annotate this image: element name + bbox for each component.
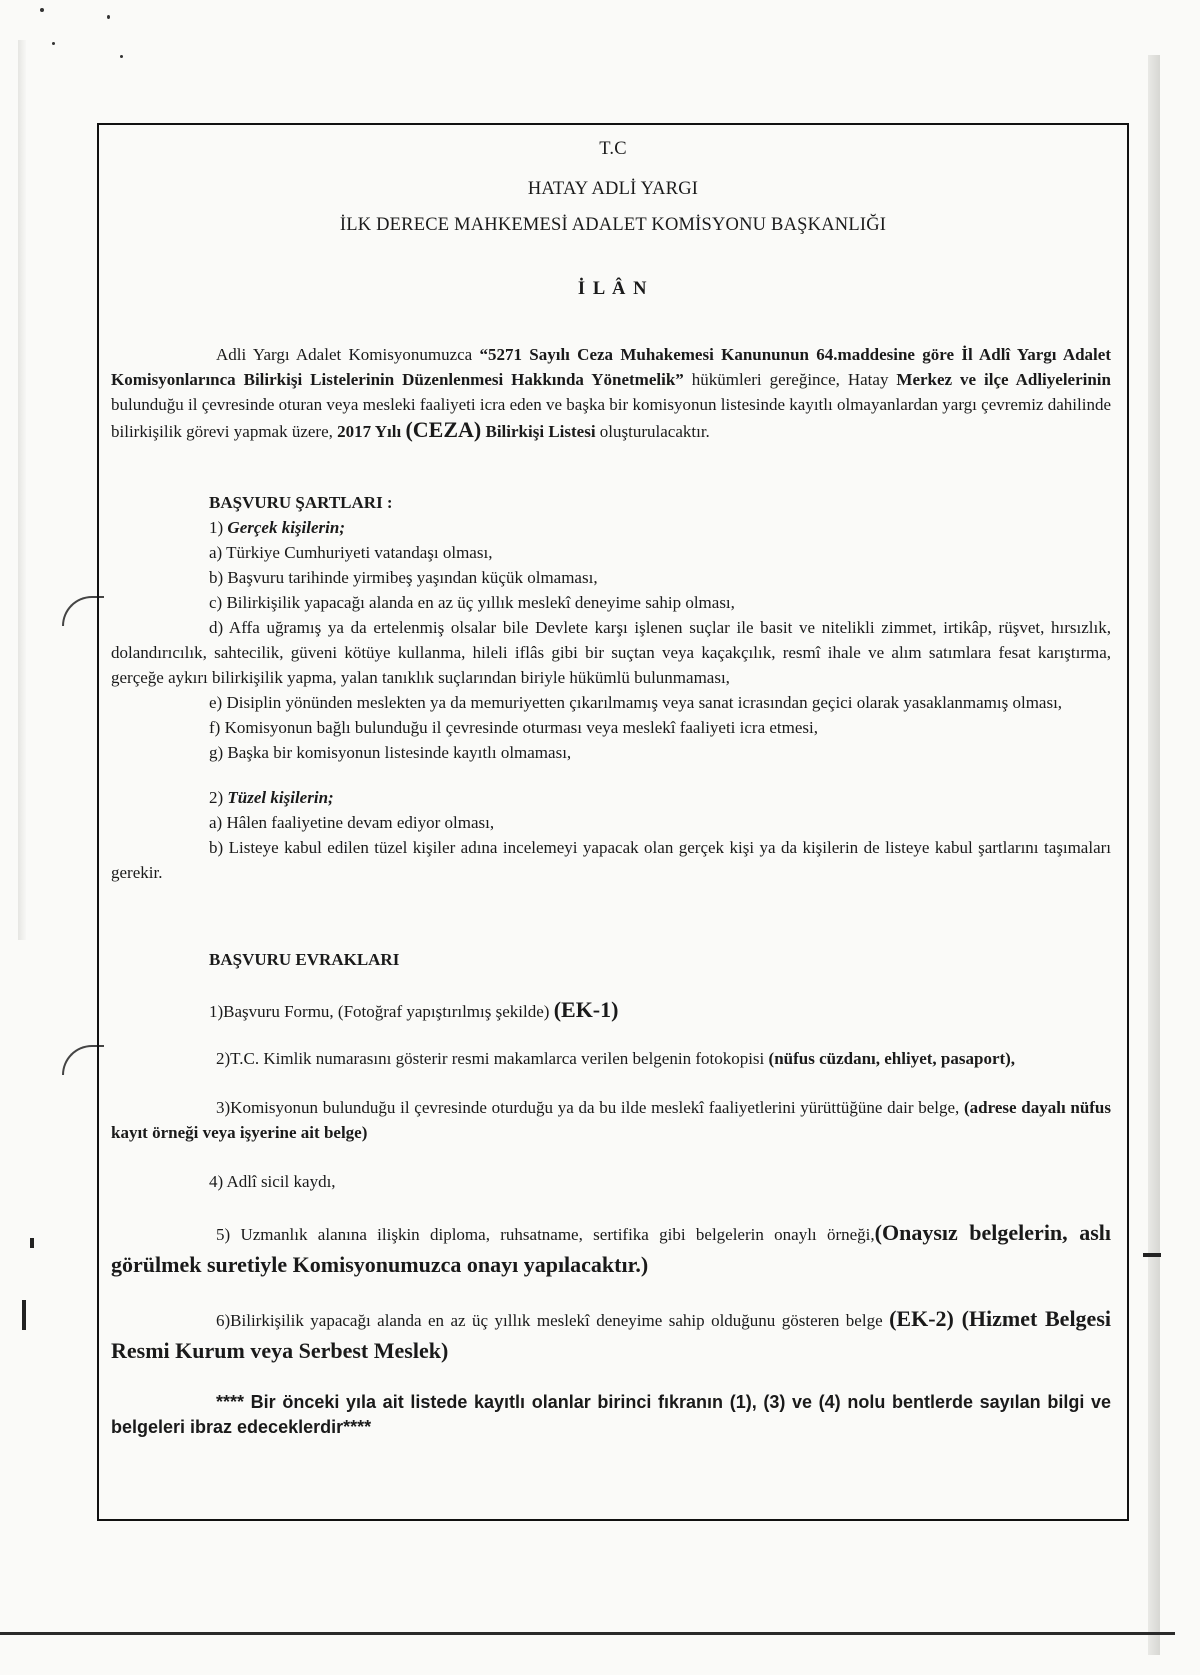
scan-speck xyxy=(120,55,123,58)
legal-item-a: a) Hâlen faaliyetine devam ediyor olması, xyxy=(209,813,495,832)
scan-speck xyxy=(107,15,110,19)
scan-shadow-right xyxy=(1148,55,1160,1655)
document-item-2: 2)T.C. Kimlik numarasını gösterir resmi makamlarca verilen belgenin fotokopisi (nüfus cüzdanı, ehliyet, pasaport), xyxy=(216,1049,1016,1068)
notice-title: İ L Â N xyxy=(577,279,649,299)
intro-text: hükümleri gereğince, Hatay xyxy=(683,370,897,389)
document-item-6: 6)Bilirkişilik yapacağı alanda en az üç yıllık meslekî deneyime sahip olduğunu gösteren belge (EK-2) (Hizmet Belgesi Resmi Kurum veya Serbest Meslek) xyxy=(111,1306,1111,1363)
intro-paragraph xyxy=(111,342,1111,444)
condition-item-c: c) Bilirkişilik yapacağı alanda en az üç yıllık meslekî deneyime sahip olması, xyxy=(209,593,735,612)
intro-regulation: “5271 Sayılı Ceza Muhakemesi Kanununun 64.maddesine göre İl Adlî Yargı Adalet Komisyonlarınca Bilirkişi Listelerinin Düzenlenmesi Hakkında Yönetmelik” xyxy=(111,345,1111,389)
legal-persons-num: 2) xyxy=(209,788,228,807)
scan-speck xyxy=(40,8,44,12)
legal-persons-heading: Tüzel kişilerin; xyxy=(227,788,334,807)
header-tc: T.C xyxy=(599,139,627,159)
documents-section xyxy=(111,947,1111,1440)
scan-margin-mark xyxy=(1143,1253,1161,1257)
scan-margin-mark xyxy=(30,1238,34,1248)
header-commission: İLK DERECE MAHKEMESİ ADALET KOMİSYONU BAŞKANLIĞI xyxy=(339,215,887,235)
renewal-note: **** Bir önceki yıla ait listede kayıtlı olanlar birinci fıkranın (1), (3) ve (4) nolu bentlerde sayılan bilgi ve belgeleri ibraz edeceklerdir**** xyxy=(111,1392,1111,1437)
intro-text: bulunduğu il çevresinde oturan veya mesleki faaliyeti icra eden ve başka bir komisyonun listesinde kayıtlı olmayanlardan yargı çevremiz dahilinde bilirkişilik görevi yapmak üzere, xyxy=(111,395,1111,441)
conditions-section xyxy=(111,490,1111,885)
notice-frame xyxy=(97,123,1129,1521)
legal-item-b: b) Listeye kabul edilen tüzel kişiler adına incelemeyi yapacak olan gerçek kişi ya da kişilerin de listeye kabul şartlarını taşımaları gerekir. xyxy=(111,838,1111,882)
intro-courthouses: Merkez ve ilçe Adliyelerinin xyxy=(896,370,1111,389)
condition-item-e: e) Disiplin yönünden meslekten ya da memuriyetten çıkarılmamış veya sanat icrasından geçici olarak yasaklanmamış olması, xyxy=(209,693,1063,712)
document-item-1: 1)Başvuru Formu, (Fotoğraf yapıştırılmış şekilde) (EK-1) xyxy=(209,997,619,1022)
conditions-heading: BAŞVURU ŞARTLARI : xyxy=(209,493,393,512)
condition-item-b: b) Başvuru tarihinde yirmibeş yaşından küçük olmaması, xyxy=(209,568,598,587)
scan-speck xyxy=(52,42,55,45)
header-court: HATAY ADLİ YARGI xyxy=(527,179,699,199)
document-item-3: 3)Komisyonun bulunduğu il çevresinde oturduğu ya da bu ilde meslekî faaliyetlerini yürüttüğüne dair belge, (adrese dayalı nüfus kayıt örneği veya işyerine ait belge) xyxy=(111,1098,1112,1142)
scan-margin-mark xyxy=(22,1300,26,1330)
intro-list: Bilirkişi Listesi xyxy=(481,422,596,441)
scan-bottom-rule xyxy=(0,1632,1175,1635)
condition-item-a: a) Türkiye Cumhuriyeti vatandaşı olması, xyxy=(209,543,493,562)
intro-ceza: (CEZA) xyxy=(405,417,482,442)
condition-item-d: d) Affa uğramış ya da ertelenmiş olsalar bile Devlete karşı işlenen suçlar ile basit ve nitelikli zimmet, irtikâp, rüşvet, hırsızlık, dolandırıcılık, sahtecilik, güveni kötüye kullanma, hileli iflâs gibi bir suçtan veya kaçakçılık, resmî ihale ve alım satımlara fesat karıştırma, gerçeğe aykırı bilirkişilik yapma, yalan tanıklık suçlarından biriyle hükümlü bulunmaması, xyxy=(111,618,1111,687)
scan-shadow-left xyxy=(18,40,26,940)
condition-item-f: f) Komisyonun bağlı bulunduğu il çevresinde oturması veya meslekî faaliyeti icra etmesi, xyxy=(209,718,819,737)
intro-text: oluşturulacaktır. xyxy=(595,422,710,441)
intro-text: Adli Yargı Adalet Komisyonumuzca xyxy=(216,345,480,364)
document-item-4: 4) Adlî sicil kaydı, xyxy=(209,1172,336,1191)
document-item-5: 5) Uzmanlık alanına ilişkin diploma, ruhsatname, sertifika gibi belgelerin onaylı örneği,(Onaysız belgelerin, aslı görülmek suretiyle Komisyonumuzca onayı yapılacaktır.) xyxy=(111,1220,1112,1277)
intro-year: 2017 Yılı xyxy=(337,422,406,441)
condition-item-g: g) Başka bir komisyonun listesinde kayıtlı olmaması, xyxy=(209,743,572,762)
documents-heading: BAŞVURU EVRAKLARI xyxy=(209,950,400,969)
real-persons-num: 1) xyxy=(209,518,228,537)
real-persons-heading: Gerçek kişilerin; xyxy=(227,518,345,537)
